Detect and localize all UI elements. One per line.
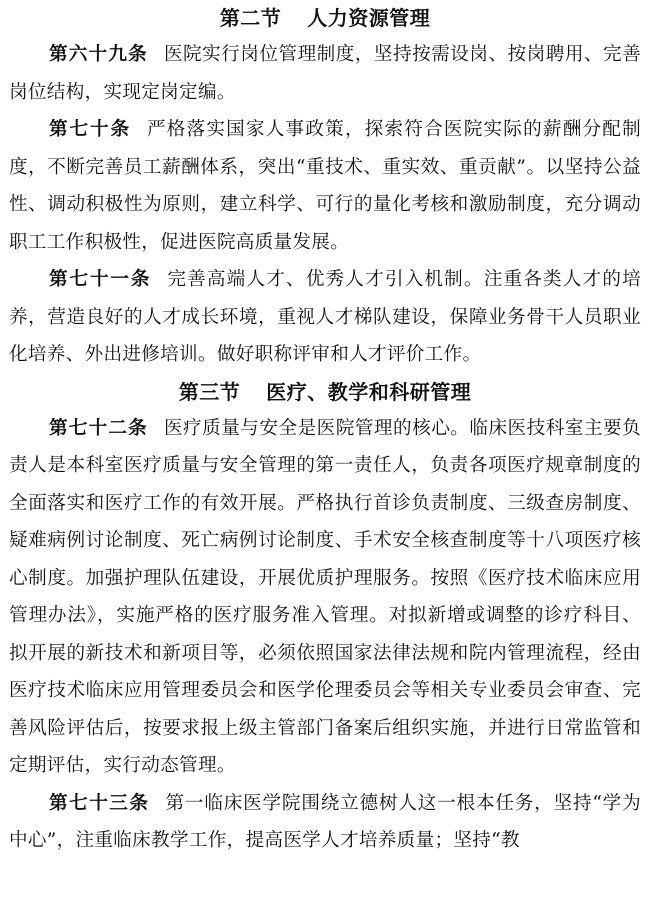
section-title-2 [9, 0, 641, 36]
article-heading: 第七十一条 [49, 269, 152, 290]
article-body: 完善高端人才、优秀人才引入机制。注重各类人才的培养，营造良好的人才成长环境，重视人才梯队建设，保障业务骨干人员职业化培养、外出进修培训。做好职称评审和人才评价工作。 [9, 269, 641, 365]
document-page [9, 0, 641, 860]
article-body: 医疗质量与安全是医院管理的核心。临床医技科室主要负责人是本科室医疗质量与安全管理的第一责任人，负责各项医疗规章制度的全面落实和医疗工作的有效开展。严格执行首诊负责制度、三级查房制度、疑难病例讨论制度、死亡病例讨论制度、手术安全核查制度等十八项医疗核心制度。加强护理队伍建设，开展优质护理服务。按照《医疗技术临床应用管理办法》，实施严格的医疗服务准入管理。对拟新增或调整的诊疗科目、拟开展的新技术和新项目等，必须依照国家法律法规和院内管理流程，经由医疗技术临床应用管理委员会和医学伦理委员会等相关专业委员会审查、完善风险评估后，按要求报上级主管部门备案后组织实施，并进行日常监管和定期评估，实行动态管理。 [9, 417, 641, 776]
article-70 [9, 111, 641, 261]
article-72 [9, 410, 641, 785]
article-heading: 第七十二条 [49, 417, 148, 439]
article-heading: 第七十条 [49, 119, 131, 140]
article-body: 医院实行岗位管理制度，坚持按需设岗、按岗聘用、完善岗位结构，实现定岗定编。 [9, 44, 641, 103]
section-number: 第二节 [219, 6, 282, 30]
article-71 [9, 261, 641, 374]
article-73 [9, 785, 641, 860]
section-name: 医疗、教学和科研管理 [266, 379, 472, 404]
article-heading: 第六十九条 [49, 44, 148, 65]
article-heading: 第七十三条 [49, 792, 150, 814]
section-number: 第三节 [178, 379, 241, 404]
section-title-3 [9, 374, 641, 410]
article-body: 严格落实国家人事政策，探索符合医院实际的薪酬分配制度，不断完善员工薪酬体系，突出“重技术、重实效、重贡献”。以坚持公益性、调动积极性为原则，建立科学、可行的量化考核和激励制度，充分调动职工工作积极性，促进医院高质量发展。 [9, 119, 641, 253]
article-body: 第一临床医学院围绕立德树人这一根本任务，坚持“学为中心”，注重临床教学工作，提高医学人才培养质量；坚持“教 [9, 792, 641, 851]
section-name: 人力资源管理 [307, 6, 431, 30]
article-69 [9, 36, 641, 111]
